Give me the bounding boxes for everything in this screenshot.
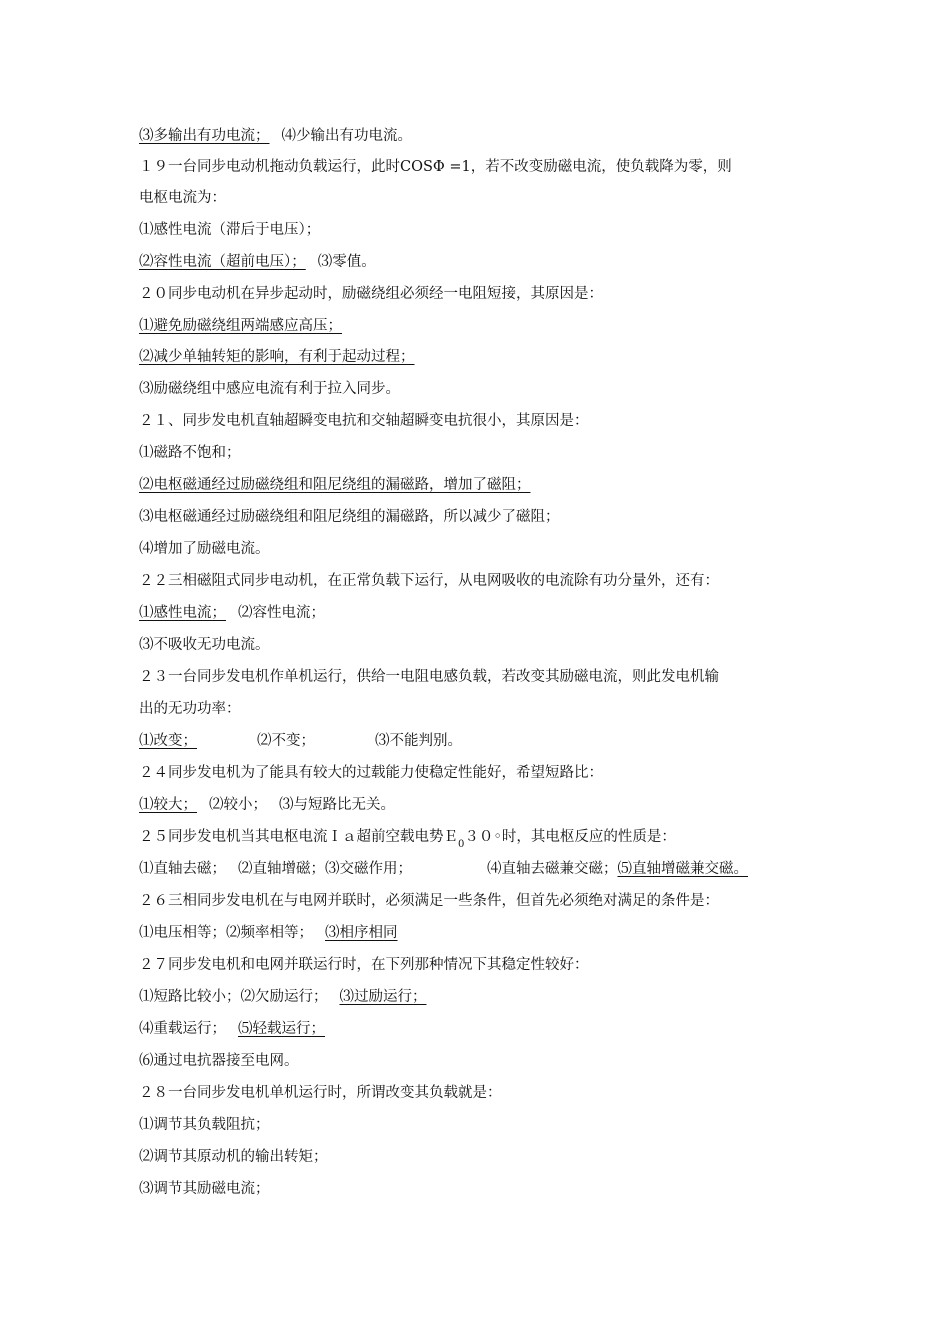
answer-option: ⑶相序相同 [325, 925, 398, 941]
subscript: 0 [458, 839, 465, 850]
option: ⑴磁路不饱和； [139, 445, 241, 461]
option: ⑹通过电抗器接至电网。 [139, 1053, 299, 1069]
text-line [139, 795, 850, 815]
text-line [139, 252, 850, 272]
answer-option: ⑸直轴增磁兼交磁。 [617, 861, 748, 877]
question-line: ２２三相磁阻式同步电动机，在正常负载下运行，从电网吸收的电流除有功分量外，还有： [139, 573, 719, 589]
text-line [139, 731, 850, 751]
text-line [139, 859, 850, 879]
answer-option: ⑶多输出有功电流； [139, 128, 270, 144]
option: ⑴调节其负载阻抗； [139, 1117, 270, 1133]
question-line: ２７同步发电机和电网并联运行时，在下列那种情况下其稳定性较好： [139, 957, 589, 973]
text-line [139, 316, 850, 336]
question-text: ２５同步发电机当其电枢电流Ｉａ超前空载电势Ｅ [139, 829, 458, 845]
option: ⑶交磁作用； [325, 861, 412, 877]
text-line [139, 475, 850, 495]
answer-option: ⑶过励运行； [339, 989, 427, 1005]
option: ⑶不能判别。 [375, 733, 462, 749]
answer-option: ⑴避免励磁绕组两端感应高压； [139, 318, 342, 334]
answer-option: ⑴较大； [139, 797, 197, 813]
text-line [139, 923, 850, 943]
question-line: ２０同步电动机在异步起动时，励磁绕组必须经一电阻短接，其原因是： [139, 286, 603, 302]
option: ⑶电枢磁通经过励磁绕组和阻尼绕组的漏磁路，所以减少了磁阻； [139, 509, 560, 525]
option: ⑶励磁绕组中感应电流有利于拉入同步。 [139, 381, 400, 397]
option: ⑵欠励运行； [240, 989, 328, 1005]
option: ⑵直轴增磁； [238, 861, 325, 877]
answer-option: ⑵容性电流（超前电压）； [139, 254, 306, 270]
answer-option: ⑵电枢磁通经过励磁绕组和阻尼绕组的漏磁路，增加了磁阻； [139, 477, 531, 493]
option: ⑷直轴去磁兼交磁； [487, 861, 618, 877]
question-text: ３０◦时，其电枢反应的性质是： [464, 829, 676, 845]
text-line [139, 1019, 850, 1039]
option: ⑴短路比较小； [139, 989, 241, 1005]
option: ⑵较小； [209, 797, 267, 813]
question-line: ２１、同步发电机直轴超瞬变电抗和交轴超瞬变电抗很小，其原因是： [139, 413, 589, 429]
option: ⑶与短路比无关。 [279, 797, 395, 813]
option: ⑴直轴去磁； [139, 861, 226, 877]
option: ⑵不变； [257, 733, 315, 749]
text-line: 出的无功功率： [139, 701, 241, 717]
text-line: 电枢电流为： [139, 190, 226, 206]
option: ⑶调节其励磁电流； [139, 1181, 270, 1197]
option: ⑵容性电流； [238, 605, 325, 621]
question-line: ２３一台同步发电机作单机运行，供给一电阻电感负载，若改变其励磁电流，则此发电机输 [139, 669, 719, 685]
answer-option: ⑴改变； [139, 733, 197, 749]
answer-option: ⑵减少单轴转矩的影响，有利于起动过程； [139, 349, 415, 365]
question-line [139, 827, 850, 855]
text-line [139, 126, 850, 146]
option: ⑷重载运行； [139, 1021, 226, 1037]
option: ⑷少输出有功电流。 [281, 128, 412, 144]
question-line: ２６三相同步发电机在与电网并联时，必须满足一些条件，但首先必须绝对满足的条件是： [139, 893, 719, 909]
text-line [139, 603, 850, 623]
option: ⑵调节其原动机的输出转矩； [139, 1149, 328, 1165]
option: ⑴感性电流（滞后于电压）； [139, 222, 321, 238]
text-line [139, 347, 850, 367]
answer-option: ⑴感性电流； [139, 605, 226, 621]
option: ⑶零值。 [317, 254, 376, 270]
answer-option: ⑸轻载运行； [238, 1021, 325, 1037]
question-line: ２４同步发电机为了能具有较大的过载能力使稳定性能好，希望短路比： [139, 765, 603, 781]
option: ⑶不吸收无功电流。 [139, 637, 270, 653]
question-line: ２８一台同步发电机单机运行时，所谓改变其负载就是： [139, 1085, 502, 1101]
question-line: １９一台同步电动机拖动负载运行，此时COSΦ =1，若不改变励磁电流，使负载降为零，则 [139, 159, 732, 175]
text-line [139, 987, 850, 1007]
option: ⑴电压相等； [139, 925, 226, 941]
option: ⑷增加了励磁电流。 [139, 541, 270, 557]
option: ⑵频率相等； [226, 925, 313, 941]
